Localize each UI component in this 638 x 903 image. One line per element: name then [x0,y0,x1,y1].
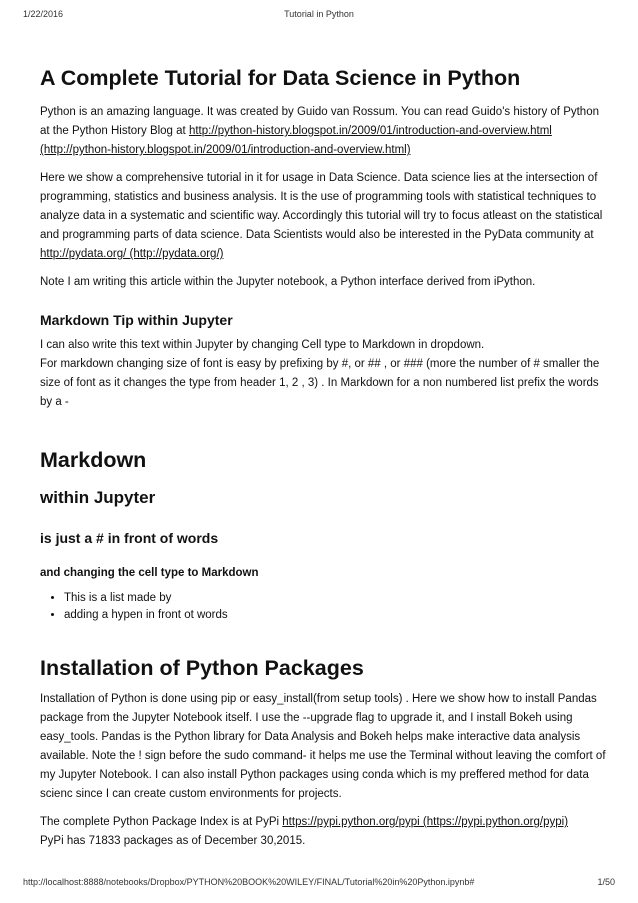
python-history-link[interactable]: http://python-history.blogspot.in/2009/01/introduction-and-overview.html (http://python-history.blogspot.in/2009/01/introduction-and-overview.html) [40,125,552,156]
pypi-paragraph [40,813,606,851]
pydata-link[interactable]: http://pydata.org/ (http://pydata.org/) [40,248,224,260]
pypi-count-text: PyPi has 71833 packages as of December 30,2015. [40,835,306,847]
intro-text: Python is an amazing language. It was created by Guido van Rossum. You can read Guido's history of Python at the Python History Blog at [40,106,599,137]
pypi-text: The complete Python Package Index is at PyPi [40,816,283,828]
page-number: 1/50 [597,877,615,887]
print-footer [0,877,638,891]
data-science-text: Here we show a comprehensive tutorial in it for usage in Data Science. Data science lies at the intersection of programming, statistics and business analysis. It is the use of programming tools with statistical techniques to analyze data in a systematic and scientific way. Accordingly this tutorial will try to focus atleast on the statistical and programming parts of data science. Data Scientists would also be interested in the PyData community at [40,172,603,241]
note-paragraph: Note I am writing this article within the Jupyter notebook, a Python interface derived from iPython. [40,276,536,288]
print-date: 1/22/2016 [23,9,64,19]
markdown-demo-h2: within Jupyter [40,488,156,507]
markdown-demo-list [40,590,606,624]
markdown-demo-h1: Markdown [40,448,147,472]
markdown-demo-h4: and changing the cell type to Markdown [40,567,259,579]
markdown-tip-line2: For markdown changing size of font is easy by prefixing by #, or ## , or ### (more the number of # smaller the size of font as it changes the type from header 1, 2 , 3) . In Markdown for a non numbered list prefix the words by a - [40,358,600,408]
notebook-content [40,64,606,860]
data-science-paragraph [40,169,606,264]
installation-heading: Installation of Python Packages [40,656,364,680]
print-url: http://localhost:8888/notebooks/Dropbox/PYTHON%20BOOK%20WILEY/FINAL/Tutorial%20in%20Python.ipynb# [23,877,475,887]
print-header [0,9,638,23]
page-title: A Complete Tutorial for Data Science in Python [40,66,521,90]
list-item: • adding a hypen in front ot words [64,607,606,624]
pypi-link[interactable]: https://pypi.python.org/pypi (https://pypi.python.org/pypi) [282,816,569,828]
intro-paragraph [40,103,606,160]
installation-paragraph: Installation of Python is done using pip or easy_install(from setup tools) . Here we show how to install Pandas package from the Jupyter Notebook itself. I use the --upgrade flag to upgrade it, and I install Bokeh using easy_tools. Pandas is the Python library for Data Analysis and Bokeh helps make interactive data analysis available. Note the ! sign before the sudo command- it helps me use the Terminal without leaving the comfort of my Jupyter Notebook. I can also install Python packages using conda which is my preffered method for data scienc since I can create custom environments for projects. [40,693,606,800]
print-title: Tutorial in Python [284,9,354,19]
markdown-tip-paragraph [40,336,606,412]
markdown-tip-heading: Markdown Tip within Jupyter [40,312,233,328]
markdown-tip-line1: I can also write this text within Jupyter by changing Cell type to Markdown in dropdown. [40,339,485,351]
list-item: • This is a list made by [64,590,606,607]
markdown-demo-h3: is just a # in front of words [40,530,219,546]
